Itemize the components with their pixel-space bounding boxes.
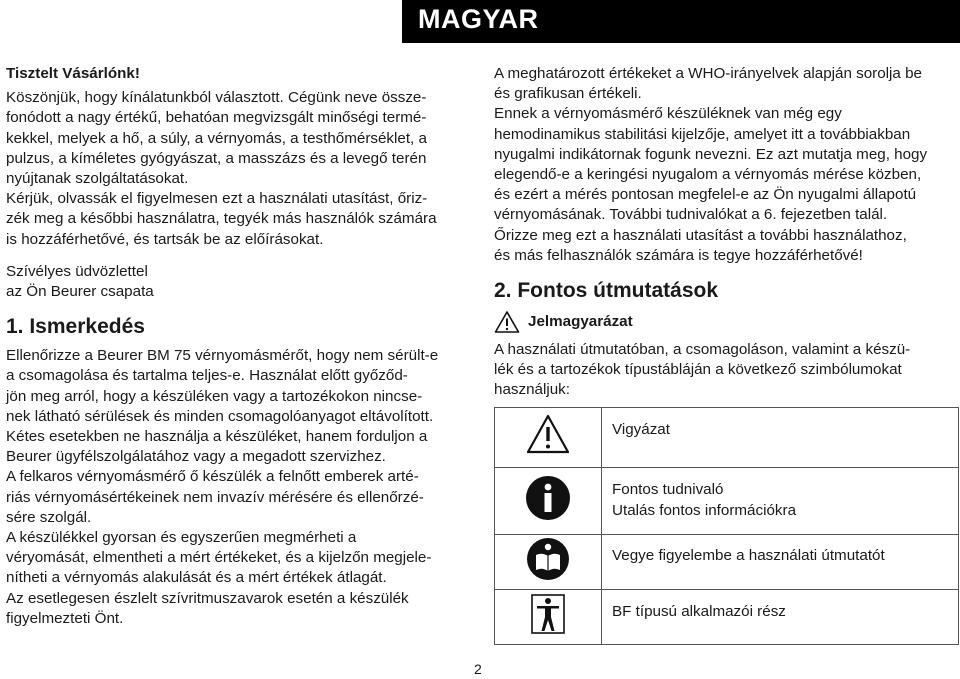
text-line: Vigyázat [612,421,670,439]
section-1-title: 1. Ismerkedés [6,315,145,339]
text-line: nek látható sérülések és minden csomagolóanyagot eltávolított. [6,407,434,425]
text-line: hemodinamikus stabilitási kijelzője, amelyet itt a továbbiakban [494,125,911,143]
text-line: Szívélyes üdvözlettel [6,262,148,280]
text-line: pulzus, a kíméletes gyógyászat, a masszázs és a levegő terén [6,149,427,167]
text-line: Kérjük, olvassák el figyelmesen ezt a használati utasítást, őriz- [6,190,428,208]
text-line: vérnyomásának. További tudnivalókat a 6. fejezetben talál. [494,206,888,224]
symbol-cell [495,534,602,589]
text-line: használjuk: [494,381,570,399]
text-line: A felkaros vérnyomásmérő ő készülék a felnőtt emberek arté- [6,468,419,486]
section-1-body [6,346,461,629]
text-line: Vegye figyelembe a használati útmutatót [612,546,885,564]
text-line: Ellenőrizze a Beurer BM 75 vérnyomásmérőt, hogy nem sérült-e [6,347,439,365]
intro-paragraph [6,88,461,189]
symbol-description [602,534,959,589]
text-line: A készülékkel gyorsan és egyszerűen megmérheti a [6,529,357,547]
text-line: Utalás fontos információkra [612,501,797,519]
text-line: nítheti a vérnyomás alakulását és a mért értékek átlagát. [6,569,387,587]
text-line: A használati útmutatóban, a csomagoláson, valamint a készü- [494,341,911,359]
table-row [495,407,959,467]
symbol-description [602,467,959,534]
text-line: is hozzáférhetővé, és tartsák be az előírásokat. [6,230,324,248]
legend-title: Jelmagyarázat [528,312,633,330]
info-circle-icon [524,474,572,522]
text-line: Őrizze meg ezt a használati utasítást a további használathoz, [494,226,907,244]
text-line: kekkel, melyek a hő, a súly, a vérnyomás, a testhőmérséklet, a [6,129,427,147]
closing-signature [6,262,461,302]
symbol-cell [495,589,602,644]
text-line: jön meg arról, hogy a készüléken vagy a tartozékokon nincse- [6,387,423,405]
text-line: Kétes esetekben ne használja a készüléket, hanem forduljon a [6,428,428,446]
text-line: Fontos tudnivaló [612,481,724,499]
right-column [494,64,956,645]
text-line: elegendő-e a keringési nyugalom a vérnyomás mérése közben, [494,166,922,184]
text-line: riás vérnyomásértékeinek nem invazív mérésére és ellenőrzé- [6,488,424,506]
text-line: figyelmezteti Önt. [6,609,124,627]
symbol-cell [495,407,602,467]
table-row [495,467,959,534]
text-line: lék és a tartozékok típustábláján a következő szimbólumokat [494,361,902,379]
text-line: az Ön Beurer csapata [6,283,154,301]
text-line: fonódott a nagy értékű, behatóan megvizsgált minőségi termé- [6,109,427,127]
language-title: MAGYAR [418,4,539,34]
page-number: 2 [474,661,482,677]
text-line: A meghatározott értékeket a WHO-irányelvek alapján sorolja be [494,65,922,82]
left-column [6,64,461,629]
symbol-table [494,407,959,645]
language-header-bar [0,0,960,43]
text-line: BF típusú alkalmazói rész [612,602,786,620]
text-line: és más felhasználók számára is tegye hozzáférhetővé! [494,246,863,264]
symbol-cell [495,467,602,534]
symbol-description [602,407,959,467]
table-row [495,534,959,589]
text-line: nyugalmi indikátornak fogunk nevezni. Ez azt mutatja meg, hogy [494,145,928,163]
text-line: sére szolgál. [6,508,92,526]
legend-intro [494,340,956,401]
warning-triangle-icon [525,413,571,455]
intro-continued [494,64,956,266]
text-line: véryomását, elmentheti a mért értékeket, és a kijelzőn megjele- [6,549,432,567]
text-line: Köszönjük, hogy kínálatunkból választott. Cégünk neve össze- [6,89,427,107]
warning-triangle-icon [494,310,520,334]
read-manual-icon [526,537,570,581]
text-line: nyújtanak szolgáltatásokat. [6,170,189,188]
request-paragraph [6,189,461,250]
symbol-description [602,589,959,644]
greeting: Tisztelt Vásárlónk! [6,65,140,82]
text-line: Ennek a vérnyomásmérő készüléknek van még egy [494,105,842,123]
text-line: és ezért a mérés pontosan megfelel-e az Ön nyugalmi állapotú [494,186,917,204]
table-row [495,589,959,644]
text-line: zék meg a későbbi használatra, tegyék más használók számára [6,210,437,228]
legend-heading [494,310,956,334]
bf-applied-part-icon [531,594,565,634]
text-line: és grafikusan értékeli. [494,85,642,103]
text-line: Az esetlegesen észlelt szívritmuszavarok esetén a készülék [6,589,409,607]
text-line: a csomagolása és tartalma teljes-e. Használat előtt győződ- [6,367,408,385]
section-2-title: 2. Fontos útmutatások [494,279,719,303]
text-line: Beurer ügyfélszolgálatához vagy a megadott szervizhez. [6,448,386,466]
